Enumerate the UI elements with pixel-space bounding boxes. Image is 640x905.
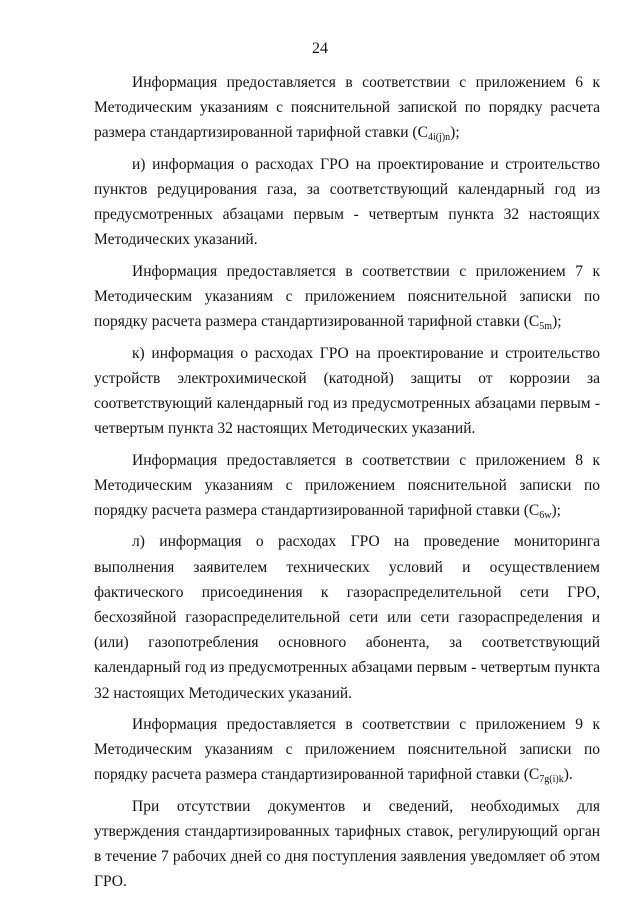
formula-subscript: 4i(j)n	[427, 132, 451, 144]
paragraph-item-i	[94, 152, 600, 253]
page-number: 24	[312, 40, 328, 57]
paragraph-tail: );	[552, 313, 562, 331]
paragraph-info-appendix-6	[94, 70, 600, 146]
paragraph-info-appendix-8	[94, 448, 600, 524]
paragraph-text: л) информация о расходах ГРО на проведение мониторинга выполнения заявителем технических условий и осуществлением фактического присоединения к газораспределительной сети ГРО, бесхозяйной газораспределительной сети или сети газораспределения и (или) газопотребления основного абонента, за соответствующий календарный год из предусмотренных абзацами первым - четвертым пункта 32 настоящих Методических указаний.	[94, 533, 600, 702]
paragraph-missing-documents	[94, 794, 600, 895]
paragraph-text: Информация предоставляется в соответствии с приложением 9 к Методическим указаниям с приложением пояснительной записки по порядку расчета размера стандартизированной тарифной ставки (C	[94, 716, 600, 784]
formula-subscript: 5m	[539, 321, 553, 333]
formula-subscript: 6w	[539, 510, 552, 521]
paragraph-text: Информация предоставляется в соответствии с приложением 6 к Методическим указаниям с пояснительной запиской по порядку расчета размера стандартизированной тарифной ставки (C	[94, 74, 600, 142]
paragraph-tail: );	[551, 502, 561, 519]
paragraph-text: и) информация о расходах ГРО на проектирование и строительство пунктов редуцирования газа, за соответствующий календарный год из предусмотренных абзацами первым - четвертым пункта 32 настоящих Методических указаний.	[94, 155, 600, 249]
paragraph-info-appendix-9	[94, 712, 600, 788]
paragraph-tail: );	[450, 124, 460, 142]
paragraph-tail: ).	[563, 766, 573, 784]
paragraph-info-appendix-7	[94, 259, 600, 335]
paragraph-text: При отсутствии документов и сведений, необходимых для утверждения стандартизированных тарифных ставок, регулирующий орган в течение 7 рабочих дней со дня поступления заявления уведомляет об этом ГРО.	[94, 797, 600, 891]
paragraph-text: Информация предоставляется в соответствии с приложением 8 к Методическим указаниям с приложением пояснительной записки по порядку расчета размера стандартизированной тарифной ставки (C	[94, 451, 600, 519]
paragraph-text: к) информация о расходах ГРО на проектирование и строительство устройств электрохимической (катодной) защиты от коррозии за соответствующий календарный год из предусмотренных абзацами первым - четвертым пункта 32 настоящих Методических указаний.	[94, 344, 600, 438]
document-body	[94, 70, 600, 901]
paragraph-item-l	[94, 529, 600, 705]
paragraph-text: Информация предоставляется в соответствии с приложением 7 к Методическим указаниям с приложением пояснительной записки по порядку расчета размера стандартизированной тарифной ставки (C	[94, 262, 600, 331]
formula-subscript: 7g(i)k	[539, 774, 564, 786]
paragraph-item-k	[94, 341, 600, 442]
